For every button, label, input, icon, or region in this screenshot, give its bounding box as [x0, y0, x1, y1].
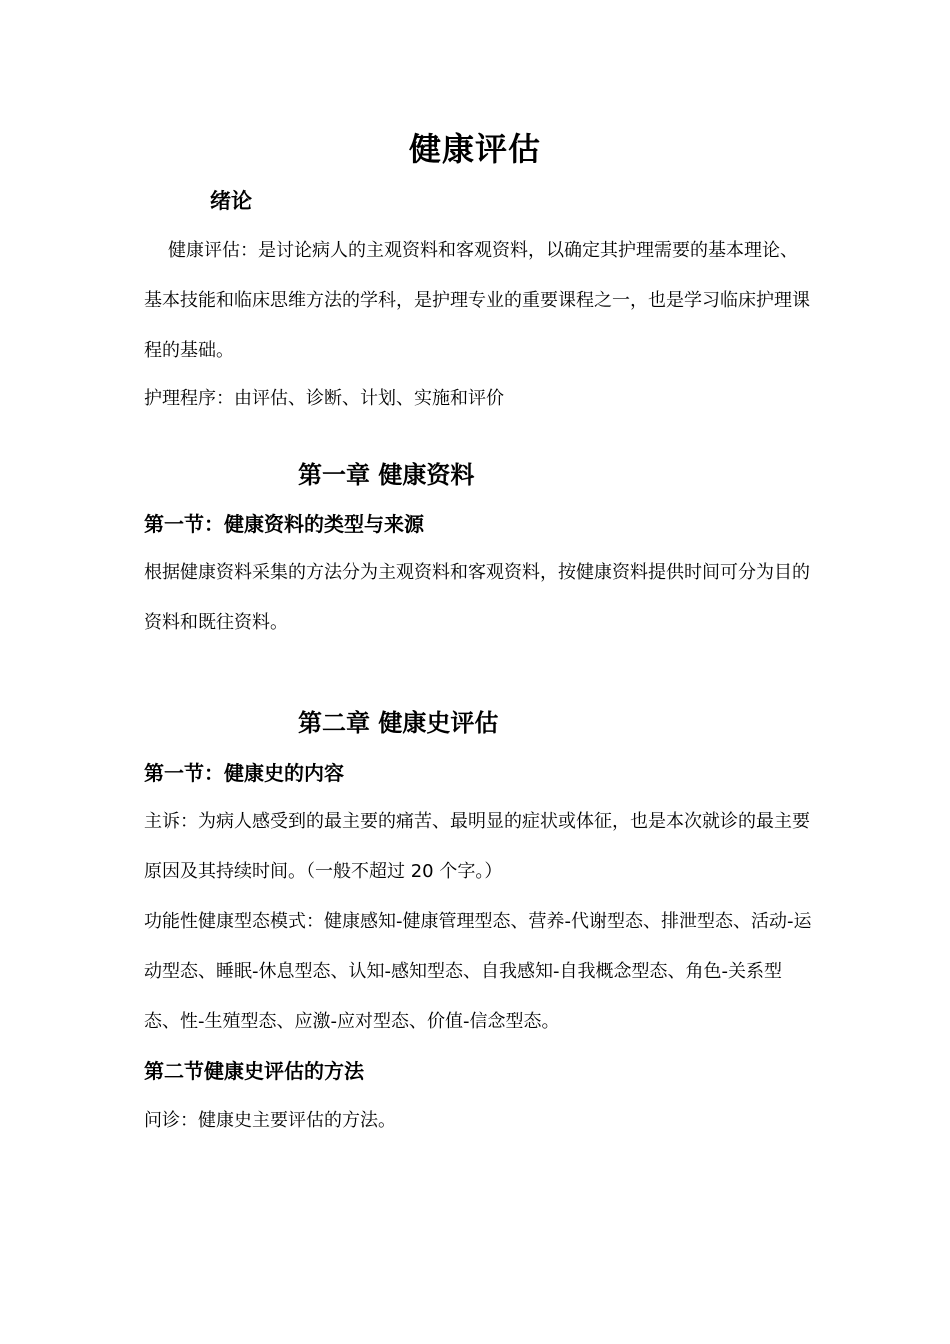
chapter1-section1-text: 根据健康资料采集的方法分为主观资料和客观资料，按健康资料提供时间可分为目的资料和既往资料。 [144, 562, 810, 633]
chapter2-section2-title: 第二节健康史评估的方法 [144, 1059, 364, 1083]
chapter1-section1-title: 第一节：健康资料的类型与来源 [144, 512, 424, 536]
inquiry-text: 问诊：健康史主要评估的方法。 [144, 1110, 396, 1131]
intro-heading: 绪论 [210, 189, 252, 213]
chapter1-title: 第一章 健康资料 [298, 461, 475, 489]
chapter2-section1-title: 第一节：健康史的内容 [144, 761, 344, 785]
document-title: 健康评估 [408, 130, 541, 168]
intro-paragraph: 健康评估：是讨论病人的主观资料和客观资料，以确定其护理需要的基本理论、基本技能和临床思维方法的学科，是护理专业的重要课程之一，也是学习临床护理课程的基础。 [144, 240, 810, 361]
chief-complaint-text: 主诉：为病人感受到的最主要的痛苦、最明显的症状或体征，也是本次就诊的最主要原因及其持续时间。（一般不超过 20 个字。） [144, 811, 810, 882]
functional-patterns-text: 功能性健康型态模式：健康感知-健康管理型态、营养-代谢型态、排泄型态、活动-运动型态、睡眠-休息型态、认知-感知型态、自我感知-自我概念型态、角色-关系型态、性-生殖型态、应激-应对型态、价值-信念型态。 [144, 911, 812, 1032]
nursing-process-text: 护理程序：由评估、诊断、计划、实施和评价 [144, 388, 504, 409]
chapter2-title: 第二章 健康史评估 [298, 709, 499, 737]
